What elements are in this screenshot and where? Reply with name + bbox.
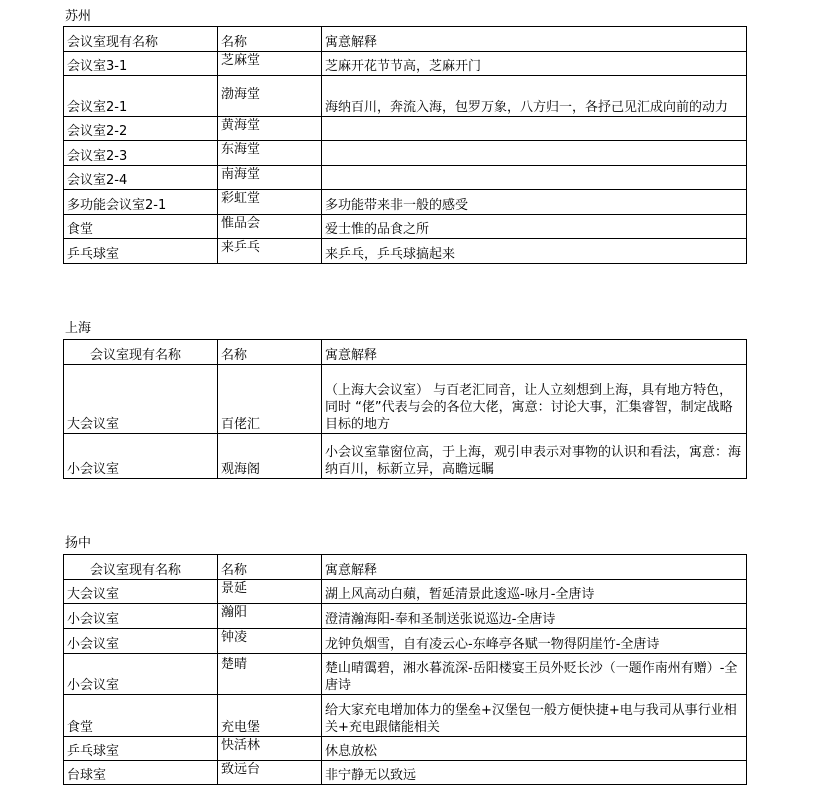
cell-current-name: 小会议室 <box>64 604 218 629</box>
cell-meaning: 芝麻开花节节高，芝麻开门 <box>322 52 747 76</box>
table-row <box>64 434 747 479</box>
cell-name: 楚晴 <box>218 654 322 695</box>
cell-current-name: 大会议室 <box>64 580 218 604</box>
cell-meaning <box>322 166 747 190</box>
cell-name: 瀚阳 <box>218 604 322 629</box>
header-name: 名称 <box>218 555 322 580</box>
cell-meaning <box>322 141 747 166</box>
cell-name: 彩虹堂 <box>218 190 322 215</box>
cell-current-name: 乒乓球室 <box>64 737 218 761</box>
table-row <box>64 695 747 737</box>
table-row <box>64 190 747 215</box>
table-row <box>64 239 747 264</box>
cell-meaning: 给大家充电增加体力的堡垒+汉堡包一般方便快捷+电与我司从事行业相关+充电跟储能相关 <box>322 695 747 737</box>
cell-current-name: 小会议室 <box>64 654 218 695</box>
table-row <box>64 215 747 239</box>
cell-name: 惟品会 <box>218 215 322 239</box>
cell-meaning: 多功能带来非一般的感受 <box>322 190 747 215</box>
cell-current-name: 台球室 <box>64 761 218 785</box>
header-name: 名称 <box>218 340 322 365</box>
table-row <box>64 52 747 76</box>
cell-current-name: 会议室2-1 <box>64 76 218 117</box>
cell-meaning: 龙钟负烟雪，自有凌云心-东峰亭各赋一物得阴崖竹-全唐诗 <box>322 629 747 654</box>
header-name: 名称 <box>218 27 322 52</box>
table-yangzhong <box>63 554 747 785</box>
table-row <box>64 654 747 695</box>
cell-meaning: （上海大会议室） 与百老汇同音，让人立刻想到上海，具有地方特色，同时 “佬”代表与会的各位大佬，寓意：讨论大事，汇集睿智，制定战略目标的地方 <box>322 365 747 434</box>
cell-meaning: 非宁静无以致远 <box>322 761 747 785</box>
table-row <box>64 141 747 166</box>
cell-current-name: 会议室2-2 <box>64 117 218 141</box>
cell-current-name: 小会议室 <box>64 434 218 479</box>
cell-current-name: 食堂 <box>64 695 218 737</box>
table-row <box>64 117 747 141</box>
cell-current-name: 会议室3-1 <box>64 52 218 76</box>
cell-name: 百佬汇 <box>218 365 322 434</box>
cell-name: 钟凌 <box>218 629 322 654</box>
cell-current-name: 食堂 <box>64 215 218 239</box>
cell-meaning: 澄清瀚海阳-奉和圣制送张说巡边-全唐诗 <box>322 604 747 629</box>
cell-name: 致远台 <box>218 761 322 785</box>
table-header-row <box>64 27 747 52</box>
header-current-name: 会议室现有名称 <box>64 555 218 580</box>
cell-current-name: 多功能会议室2-1 <box>64 190 218 215</box>
cell-current-name: 乒乓球室 <box>64 239 218 264</box>
cell-current-name: 会议室2-3 <box>64 141 218 166</box>
cell-name: 渤海堂 <box>218 76 322 117</box>
section-title-suzhou: 苏州 <box>65 9 92 24</box>
header-meaning: 寓意解释 <box>322 555 747 580</box>
table-row <box>64 76 747 117</box>
table-shanghai <box>63 339 747 479</box>
cell-current-name: 小会议室 <box>64 629 218 654</box>
cell-meaning: 来乒乓，乒乓球搞起来 <box>322 239 747 264</box>
cell-name: 黄海堂 <box>218 117 322 141</box>
cell-name: 芝麻堂 <box>218 52 322 76</box>
section-title-shanghai: 上海 <box>65 321 92 336</box>
cell-meaning: 湖上风高动白蘋，暂延清景此逡巡-咏月-全唐诗 <box>322 580 747 604</box>
header-meaning: 寓意解释 <box>322 27 747 52</box>
table-suzhou <box>63 26 747 264</box>
table-row <box>64 761 747 785</box>
table-row <box>64 604 747 629</box>
cell-meaning: 爱士惟的品食之所 <box>322 215 747 239</box>
table-row <box>64 737 747 761</box>
table-row <box>64 580 747 604</box>
table-row <box>64 629 747 654</box>
cell-meaning: 休息放松 <box>322 737 747 761</box>
cell-current-name: 大会议室 <box>64 365 218 434</box>
cell-name: 东海堂 <box>218 141 322 166</box>
cell-name: 南海堂 <box>218 166 322 190</box>
header-current-name: 会议室现有名称 <box>64 340 218 365</box>
cell-meaning: 楚山晴霭碧，湘水暮流深-岳阳楼宴王员外贬长沙（一题作南州有赠）-全唐诗 <box>322 654 747 695</box>
cell-name: 快活林 <box>218 737 322 761</box>
header-meaning: 寓意解释 <box>322 340 747 365</box>
cell-meaning: 小会议室靠窗位高，于上海，观引申表示对事物的认识和看法，寓意：海纳百川，标新立异，高瞻远瞩 <box>322 434 747 479</box>
cell-name: 充电堡 <box>218 695 322 737</box>
cell-meaning: 海纳百川，奔流入海，包罗万象，八方归一，各抒己见汇成向前的动力 <box>322 76 747 117</box>
section-title-yangzhong: 扬中 <box>65 536 92 551</box>
table-header-row <box>64 340 747 365</box>
table-row <box>64 365 747 434</box>
cell-meaning <box>322 117 747 141</box>
header-current-name: 会议室现有名称 <box>64 27 218 52</box>
table-header-row <box>64 555 747 580</box>
cell-name: 来乒乓 <box>218 239 322 264</box>
table-row <box>64 166 747 190</box>
cell-name: 观海阁 <box>218 434 322 479</box>
cell-name: 景延 <box>218 580 322 604</box>
cell-current-name: 会议室2-4 <box>64 166 218 190</box>
